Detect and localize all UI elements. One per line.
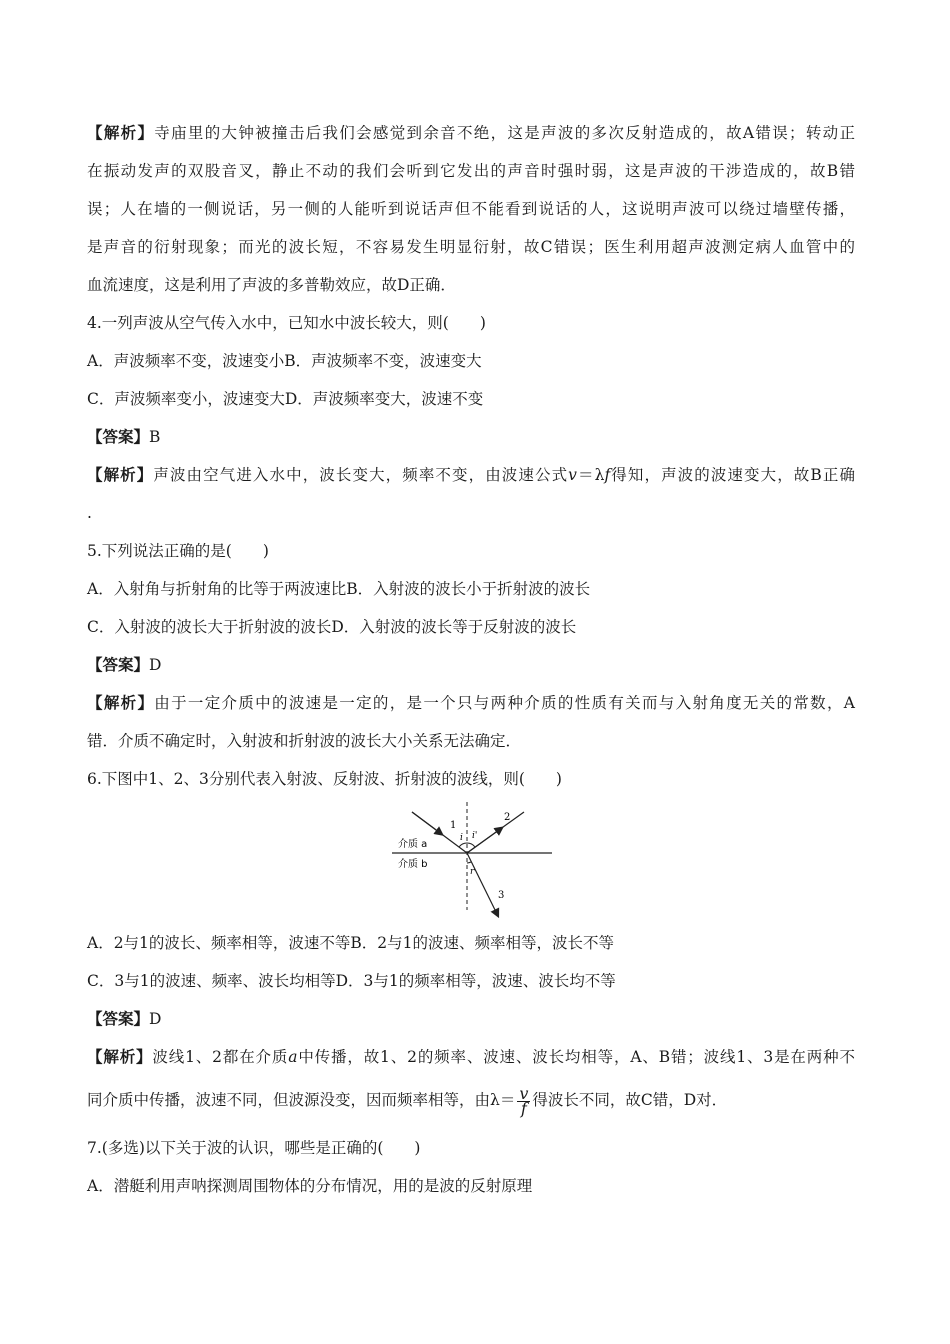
text: 得知，声波的波速变大，故B正确: [610, 466, 855, 484]
answer-tag: 【答案】: [87, 656, 150, 674]
label-i-prime: i': [472, 831, 478, 841]
q6-stem: 6.下图中1、2、3分别代表入射波、反射波、折射波的波线，则( ): [87, 770, 562, 788]
q5-answer: [87, 654, 161, 676]
label-2: 2: [504, 812, 511, 823]
refraction-diagram: [392, 800, 552, 920]
answer-value: D: [149, 656, 162, 674]
answer-value: B: [149, 428, 161, 446]
fraction-v-over-f: [517, 1083, 530, 1118]
text: 中传播，故1、2的频率、波速、波长均相等，A、B错；波线1、3是在两种不: [297, 1048, 855, 1066]
text: 波线1、2都在介质: [152, 1048, 289, 1066]
text: 得波长不同，故C错，D对．: [532, 1091, 728, 1109]
refracted-ray: [467, 853, 498, 916]
angle-r-arc: [467, 862, 471, 863]
analysis-tag: 【解析】: [87, 1048, 153, 1066]
q7-stem: 7.(多选)以下关于波的认识，哪些是正确的( ): [87, 1139, 421, 1157]
q3-analysis-line-3: 误；人在墙的一侧说话，另一侧的人能听到说话声但不能看到说话的人，这说明声波可以绕过墙壁传播，: [87, 200, 855, 218]
q6-answer: [87, 1008, 161, 1030]
q4-stem: 4.一列声波从空气传入水中，已知水中波长较大，则( ): [87, 314, 486, 332]
text: 同介质中传播，波速不同，但波源没变，因而频率相等，由λ＝: [87, 1091, 516, 1109]
angle-i-arc: [459, 843, 467, 847]
label-1: 1: [450, 820, 457, 831]
q6-options-ab: A．2与1的波长、频率相等，波速不等B．2与1的波速、频率相等，波长不等: [87, 934, 615, 952]
q3-analysis-line-4: 是声音的衍射现象；而光的波长短，不容易发生明显衍射，故C错误；医生利用超声波测定病人血管中的: [87, 238, 855, 256]
q5-stem: 5.下列说法正确的是( ): [87, 542, 269, 560]
label-3: 3: [498, 890, 505, 901]
q5-options-cd: C．入射波的波长大于折射波的波长D．入射波的波长等于反射波的波长: [87, 618, 577, 636]
incident-arrow: [412, 812, 442, 834]
angle-i2-arc: [467, 843, 475, 847]
q5-options-ab: A．入射角与折射角的比等于两波速比B．入射波的波长小于折射波的波长: [87, 580, 591, 598]
q3-analysis-line-2: 在振动发声的双股音叉，静止不动的我们会听到它发出的声音时强时弱，这是声波的干涉造成的，故B错: [87, 162, 855, 180]
analysis-tag: 【解析】: [87, 694, 155, 712]
q5-analysis-line-2: 错．介质不确定时，入射波和折射波的波长大小关系无法确定．: [87, 732, 522, 750]
answer-tag: 【答案】: [87, 1010, 150, 1028]
formula-eq: ＝λ: [576, 466, 605, 484]
formula-v: v: [568, 466, 577, 484]
text: 由于一定介质中的波速是一定的，是一个只与两种介质的性质有关而与入射角度无关的常数，A: [154, 694, 855, 712]
fraction-numerator: v: [519, 1083, 529, 1103]
label-i: i: [460, 833, 463, 843]
text: 声波由空气进入水中，波长变大，频率不变，由波速公式: [153, 466, 569, 484]
medium-b-label: 介质 b: [398, 859, 428, 870]
medium-var: a: [288, 1048, 298, 1066]
analysis-tag: 【解析】: [87, 466, 154, 484]
answer-tag: 【答案】: [87, 428, 150, 446]
q4-analysis-end: .: [87, 504, 92, 522]
q4-answer: [87, 426, 160, 448]
q3-analysis-line-5: 血流速度，这是利用了声波的多普勒效应，故D正确．: [87, 276, 456, 294]
q5-analysis-line-1: [87, 692, 855, 714]
text: 寺庙里的大钟被撞击后我们会感觉到余音不绝，这是声波的多次反射造成的，故A错误；转动正: [154, 124, 855, 142]
q4-options-cd: C．声波频率变小，波速变大D．声波频率变大，波速不变: [87, 390, 484, 408]
q6-analysis-line-2: [87, 1078, 727, 1122]
answer-value: D: [149, 1010, 162, 1028]
q4-analysis: [87, 464, 855, 486]
medium-a-label: 介质 a: [398, 839, 428, 850]
analysis-tag: 【解析】: [87, 124, 155, 142]
q3-analysis-line-1: [87, 122, 855, 144]
q4-options-ab: A．声波频率不变，波速变小B．声波频率不变，波速变大: [87, 352, 482, 370]
q7-option-a: A．潜艇利用声呐探测周围物体的分布情况，用的是波的反射原理: [87, 1177, 533, 1195]
q6-analysis-line-1: [87, 1046, 855, 1068]
formula-f: f: [604, 466, 611, 484]
q6-options-cd: C．3与1的波速、频率、波长均相等D．3与1的频率相等，波速、波长均不等: [87, 972, 616, 990]
fraction-denominator: f: [520, 1098, 527, 1118]
label-r: r: [470, 867, 475, 877]
